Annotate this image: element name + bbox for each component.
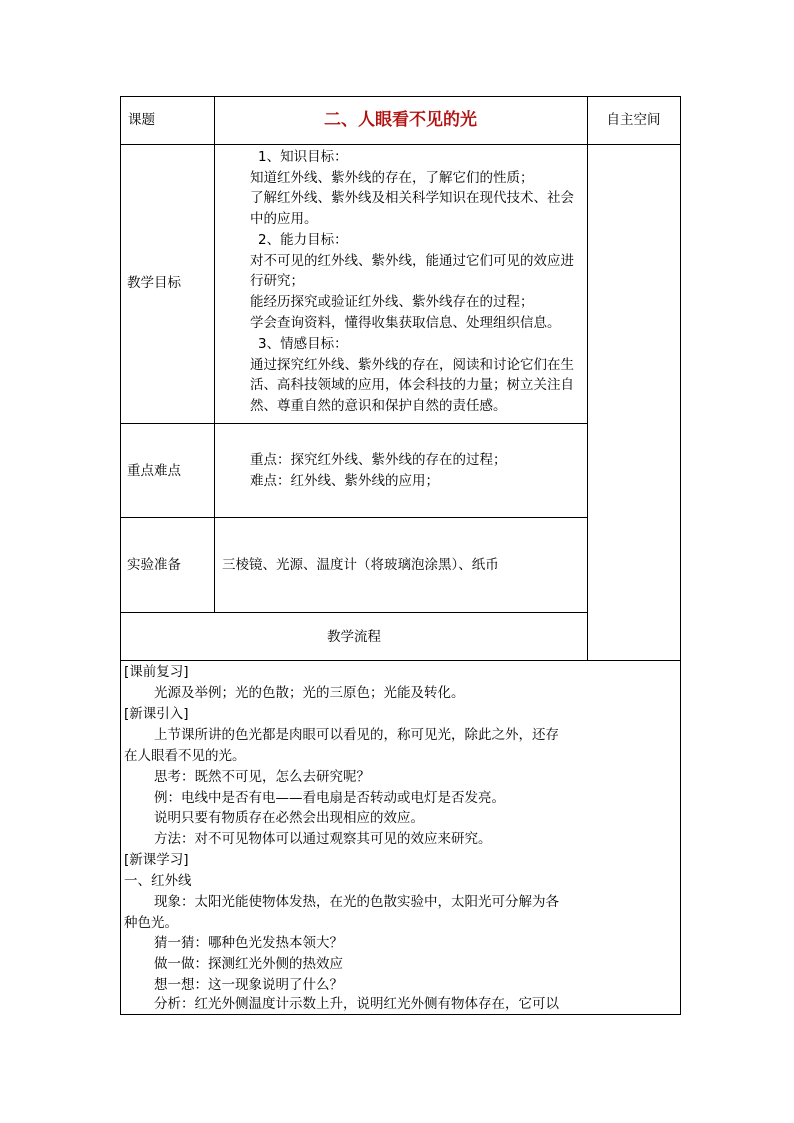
row-divider-header	[120, 144, 681, 145]
process-line: 上节课所讲的色光都是肉眼可以看见的，称可见光，除此之外，还存	[154, 727, 559, 743]
row-divider-process-heading	[120, 660, 681, 661]
objective-line: 3、情感目标：	[258, 336, 348, 352]
objective-line: 能经历探究或验证红外线、紫外线存在的过程；	[250, 294, 534, 310]
topic-label: 课题	[128, 112, 155, 128]
process-line: 例：电线中是否有电——看电扇是否转动或电灯是否发亮。	[154, 790, 505, 806]
objective-line: 通过探究红外线、紫外线的存在，阅读和讨论它们在生	[250, 357, 574, 373]
lesson-title: 二、人眼看不见的光	[324, 110, 477, 130]
process-line: 分析：红光外侧温度计示数上升，说明红光外侧有物体存在，它可以	[154, 996, 559, 1012]
objective-line: 中的应用。	[250, 211, 318, 227]
row-divider-experiment	[120, 612, 588, 613]
objective-line: 2、能力目标：	[258, 232, 348, 248]
process-line: 思考：既然不可见，怎么去研究呢？	[154, 769, 370, 785]
process-heading: 教学流程	[327, 629, 381, 645]
process-line: [新课学习]	[124, 852, 189, 868]
difficulty-line: 难点：红外线、紫外线的应用；	[250, 473, 439, 489]
process-line: 现象：太阳光能使物体发热，在光的色散实验中，太阳光可分解为各	[154, 894, 559, 910]
objective-line: 行研究；	[250, 273, 304, 289]
process-line: 想一想：这一现象说明了什么？	[154, 977, 343, 993]
process-line: 方法：对不可见物体可以通过观察其可见的效应来研究。	[154, 831, 492, 847]
objective-line: 对不可见的红外线、紫外线，能通过它们可见的效应进	[250, 253, 574, 269]
table-border-left	[120, 96, 121, 1015]
objective-line: 活、高科技领域的应用，体会科技的力量；树立关注自	[250, 377, 574, 393]
objectives-label: 教学目标	[127, 275, 181, 291]
process-line: 猜一猜：哪种色光发热本领大？	[154, 935, 343, 951]
experiment-label: 实验准备	[127, 557, 181, 573]
process-line: 说明只要有物质存在必然会出现相应的效应。	[154, 810, 424, 826]
objective-line: 然、尊重自然的意识和保护自然的责任感。	[250, 398, 507, 414]
process-line: 一、红外线	[124, 873, 192, 889]
table-border-top	[120, 96, 681, 97]
key-points-label: 重点难点	[127, 463, 181, 479]
experiment-materials: 三棱镜、光源、温度计（将玻璃泡涂黑）、纸币	[222, 557, 499, 573]
objective-line: 了解红外线、紫外线及相关科学知识在现代技术、社会	[250, 190, 574, 206]
objective-line: 知道红外线、紫外线的存在，了解它们的性质；	[250, 170, 534, 186]
objective-line: 1、知识目标：	[258, 149, 348, 165]
row-divider-keypoints	[120, 517, 588, 518]
process-line: [新课引入]	[124, 706, 189, 722]
self-space-label: 自主空间	[606, 112, 661, 128]
column-divider-label	[214, 96, 215, 613]
process-line: 光源及举例；光的色散；光的三原色；光能及转化。	[154, 685, 465, 701]
row-divider-objectives	[120, 423, 588, 424]
table-border-right	[680, 96, 681, 1015]
column-divider-self-space	[587, 96, 588, 661]
objective-line: 学会查询资料，懂得收集获取信息、处理组织信息。	[250, 315, 561, 331]
process-line: 在人眼看不见的光。	[124, 748, 246, 764]
key-point-line: 重点：探究红外线、紫外线的存在的过程；	[250, 452, 507, 468]
process-line: 种色光。	[124, 915, 178, 931]
process-line: [课前复习]	[124, 664, 189, 680]
process-line: 做一做：探测红光外侧的热效应	[154, 956, 343, 972]
